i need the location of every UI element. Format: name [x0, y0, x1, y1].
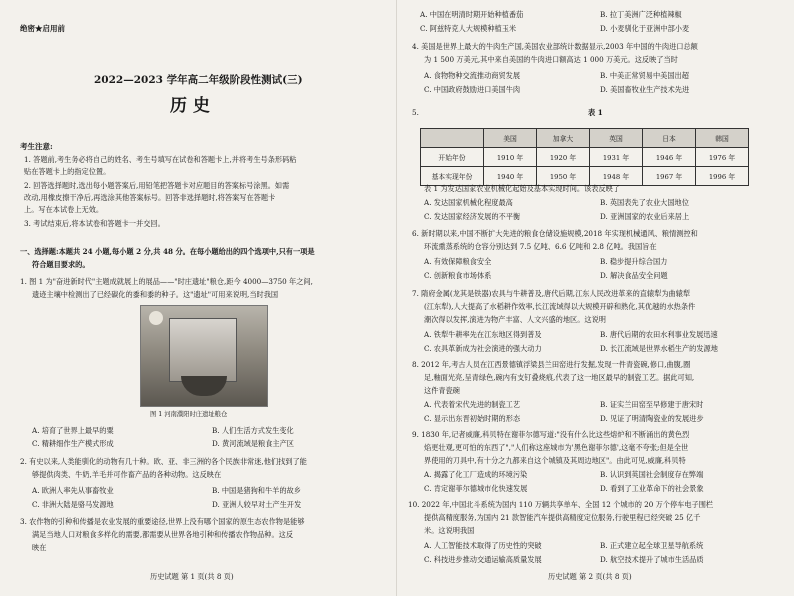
table-cell: 1967 年	[643, 167, 696, 186]
question-7-stem: 潮次得以发挥,演进为物产丰富、人文兴盛的地区。这说明	[424, 315, 606, 324]
note-line: 上。写在本试卷上无效。	[24, 205, 104, 214]
table-row	[421, 167, 749, 186]
option: A. 培育了世界上最早的粟	[32, 426, 114, 435]
question-4-stem: 为 1 500 万美元,其中来自美国的牛肉进口额高达 1 000 万美元。这反映了当时	[424, 55, 678, 64]
question-3-stem: 满足当地人口对粮食多样化的需要,都需要从世界各地引种和传播农作物品种。这反	[32, 530, 294, 539]
option: C. 创新粮食市场体系	[424, 271, 492, 280]
option: D. 黄河流域是粮食主产区	[212, 439, 294, 448]
table-cell: 1946 年	[643, 148, 696, 167]
option: D. 亚洲国家的农业后来居上	[600, 212, 690, 221]
option: C. 阿兹特克人大规模种植玉米	[420, 24, 517, 33]
question-8-stem: 8. 2012 年,考古人员在江西景德镇浮梁县兰田窑进行发掘,发现一件青瓷碗,修口,曲腹,圈	[412, 360, 691, 369]
subject-title: 历 史	[170, 96, 210, 116]
option: D. 长江流域是世界水稻生产的发源地	[600, 344, 718, 353]
question-3-stem: 3. 农作物的引种和传播是农业发展的重要途径,世界上没有哪个国家的原生态农作物是能够	[20, 517, 305, 526]
option: D. 见证了明清陶瓷业的发展进步	[600, 414, 704, 423]
question-9-stem: 9. 1830 年,记者威廉,科贝特在谢菲尔德写道:"没有什么比这些熔炉和不断涌出的黄色烈	[412, 430, 690, 439]
table-cell: 英国	[590, 129, 643, 148]
option: B. 正式建立起全球卫星导航系统	[600, 541, 704, 550]
notes-title: 考生注意:	[20, 142, 53, 151]
option: C. 农具革新成为社会演进的强大动力	[424, 344, 542, 353]
lamp-shape	[149, 311, 163, 325]
question-1-stem: 遗迹主壤中检测出了已经碳化的黍和黍的种子。这"遗址"可用来说明,当时我国	[32, 290, 279, 299]
option: B. 认识到英国社会制度存在弊端	[600, 470, 704, 479]
option: A. 铁犁牛耕率先在江东地区得到普及	[424, 330, 542, 339]
option: C. 科技进步推动交通运输高质量发展	[424, 555, 542, 564]
table-row	[421, 148, 749, 167]
table-cell: 1950 年	[537, 167, 590, 186]
option: B. 中美正常贸易中美国出超	[600, 71, 689, 80]
option: D. 美国畜牧业生产技术先进	[600, 85, 690, 94]
option: D. 解决食品安全问题	[600, 271, 668, 280]
option: C. 非洲大陆是骆马发源地	[32, 500, 114, 509]
question-4-stem: 4. 美国是世界上最大的牛肉生产国,美国农业部统计数据显示,2003 年中国的牛肉进口总额	[412, 42, 698, 51]
option: D. 亚洲人较早对土产生开发	[212, 500, 302, 509]
page-footer: 历史试题 第 1 页(共 8 页)	[150, 572, 234, 581]
option: A. 发达国家机械化程度最高	[424, 198, 513, 207]
table-cell: 1910 年	[484, 148, 537, 167]
question-2-stem: 2. 有史以来,人类能驯化的动物有几十种。欧、亚、非三洲的各个民族非常迷,他们找到了能	[20, 457, 307, 466]
option: C. 精耕细作生产模式形成	[32, 439, 114, 448]
note-line: 1. 答题前,考生务必将自己的姓名、考生号填写在试卷和答题卡上,并将考生号条形码粘	[24, 155, 297, 164]
option: A. 中国在明清时期开始种植番茄	[420, 10, 524, 19]
exam-title: 2022—2023 学年高二年级阶段性测试(三)	[94, 74, 303, 86]
granary-photo	[140, 305, 268, 407]
option: A. 人工智能技术取得了历史性的突破	[424, 541, 542, 550]
option: A. 有效保障粮食安全	[424, 257, 492, 266]
question-9-stem: 界使用的刀具中,有十分之九都来自这个城镇及其周边地区"。由此可见,威廉,科贝特	[424, 456, 686, 465]
table-cell: 1976 年	[696, 148, 749, 167]
granary-pit-shape	[181, 376, 227, 396]
option: A. 食物物种交流推动商贸发展	[424, 71, 521, 80]
section-heading: 一、选择题:本题共 24 小题,每小题 2 分,共 48 分。在每小题给出的四个选项中,只有一项是	[20, 247, 315, 256]
question-10-stem: 米。这说明我国	[424, 526, 475, 535]
question-8-stem: 足,釉面光亮,呈青绿色,碗内有支钉叠烧痕,代表了这一地区最早的制瓷工艺。据此可知,	[424, 373, 695, 382]
question-1-stem: 1. 图 1 为"奋进新时代"主题成就展上的展品——"时庄遗址"粮仓,距今 4000—3750 年之间,	[20, 277, 313, 286]
mechanization-table	[420, 128, 749, 186]
table-title: 表 1	[588, 108, 603, 117]
table-cell: 1948 年	[590, 167, 643, 186]
question-2-stem: 够提供肉类、牛奶,羊毛并可作畜产品的各种动物。这反映在	[32, 470, 222, 479]
option: A. 欧洲人率先从事畜牧业	[32, 486, 114, 495]
option: C. 肯定谢菲尔德城市化快速发展	[424, 484, 528, 493]
table-cell: 1940 年	[484, 167, 537, 186]
table-cell: 美国	[484, 129, 537, 148]
question-10-stem: 提供高精度服务,为国内 21 款智能汽车提供高精度定位服务,行驶里程已经突破 25 亿千	[424, 513, 701, 522]
table-cell: 加拿大	[537, 129, 590, 148]
table-cell	[421, 129, 484, 148]
option: B. 拉丁美洲广泛种植辣椒	[600, 10, 682, 19]
note-line: 2. 回答选择题时,选出每小题答案后,用铅笔把答题卡对应题目的答案标号涂黑。如需	[24, 181, 290, 190]
figure-caption: 图 1 河南濮阳时庄遗址粮仓	[150, 411, 228, 418]
option: D. 看到了工业革命下的社会景象	[600, 484, 704, 493]
option: B. 英国表先了农业大国地位	[600, 198, 689, 207]
question-7-stem: (江东犁),人大提高了水稻耕作效率,长江流域得以大规模开辟和熟化,其优越的水热条件	[424, 302, 696, 311]
question-5-stem: 表 1 为发达国家农业机械化起始及基本实现时间。该表反映了	[424, 184, 621, 193]
question-6-stem: 环流熏蒸系统的仓容分别达到 7.5 亿吨、6.6 亿吨和 2.8 亿吨。我国旨在	[424, 242, 657, 251]
table-cell: 日本	[643, 129, 696, 148]
question-9-stem: 焰更壮观,更可怕的东西了","人们称这座城市为'黑色谢菲尔德',这毫不夸张;但是全世	[424, 443, 689, 452]
page-footer: 历史试题 第 2 页(共 8 页)	[548, 572, 632, 581]
option: B. 稳步提升综合国力	[600, 257, 668, 266]
option: B. 证实兰田窑至早修建于唐宋时	[600, 400, 704, 409]
option: C. 显示出东晋初始时期的形态	[424, 414, 521, 423]
table-cell: 韩国	[696, 129, 749, 148]
option: B. 人们生活方式发生变化	[212, 426, 294, 435]
option: A. 揭露了化工厂造成的环境污染	[424, 470, 528, 479]
question-3-stem: 映在	[32, 543, 47, 552]
question-5-number: 5.	[412, 108, 419, 117]
option: C. 中国政府鼓励进口美国牛肉	[424, 85, 521, 94]
option: B. 唐代后期的农田水利事业发展迅速	[600, 330, 718, 339]
section-heading: 符合题目要求的。	[32, 260, 90, 269]
option: D. 小麦驯化于亚洲中部小麦	[600, 24, 690, 33]
question-8-stem: 这件青瓷碗	[424, 386, 460, 395]
option: A. 代表着宋代先进的制瓷工艺	[424, 400, 521, 409]
table-cell: 1931 年	[590, 148, 643, 167]
option: D. 航空技术提升了城市生活品质	[600, 555, 704, 564]
note-line: 贴在答题卡上的指定位置。	[24, 167, 111, 176]
table-header-row	[421, 129, 749, 148]
note-line: 改动,用橡皮擦干净后,再选涂其他答案标号。回答非选择题时,将答案写在答题卡	[24, 193, 276, 202]
question-7-stem: 7. 隋府金属(龙其是铁器)农具与牛耕普及,唐代后期,江东人民改进革来的直辕犁为曲辕犁	[412, 289, 691, 298]
table-cell: 1996 年	[696, 167, 749, 186]
question-6-stem: 6. 新时期以来,中国不断扩大先进的粮食仓储设施规模,2018 年实现机械通风、粮情测控和	[412, 229, 698, 238]
secret-label: 绝密★启用前	[20, 24, 65, 33]
table-cell: 开始年份	[421, 148, 484, 167]
table-cell: 基本实现年份	[421, 167, 484, 186]
question-10-stem: 10. 2022 年,中国北斗系统为国内 110 万辆共享单车、全国 12 个城市的 20 万个停车电子围栏	[408, 500, 714, 509]
note-line: 3. 考试结束后,将本试卷和答题卡一并交回。	[24, 219, 165, 228]
display-case-shape	[169, 318, 237, 382]
option: C. 发达国家经济发展的不平衡	[424, 212, 521, 221]
table-cell: 1920 年	[537, 148, 590, 167]
option: B. 中国是猪狗和牛羊的故乡	[212, 486, 301, 495]
